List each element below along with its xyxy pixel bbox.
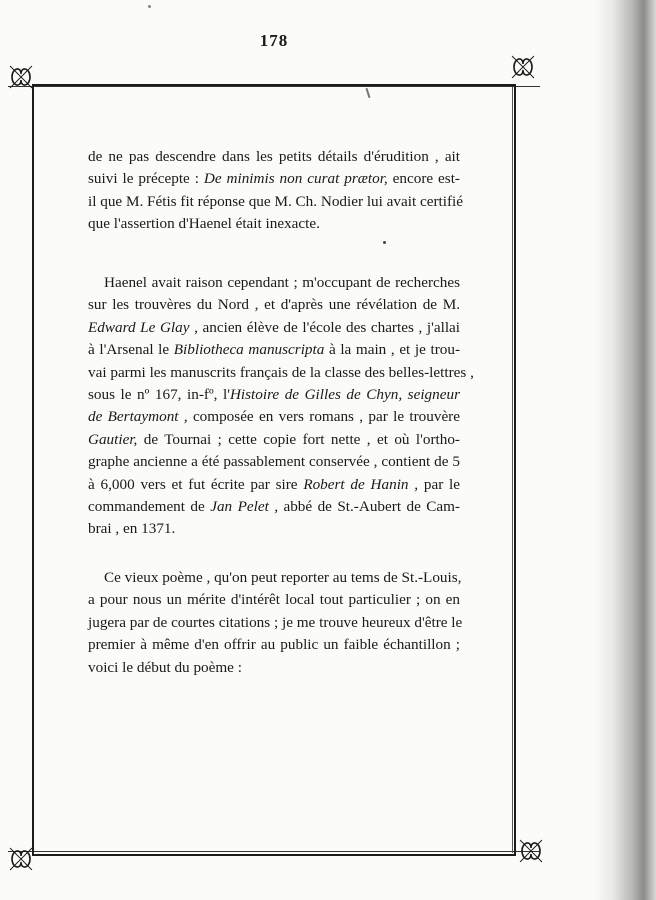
text-line: sous le nº 167, in-fº, l'Histoire de Gilles de Chyn, seigneur xyxy=(88,386,460,404)
fleuron-icon xyxy=(510,54,536,80)
text-line: de ne pas descendre dans les petits détails d'érudition , ait xyxy=(88,148,460,165)
text-line: vai parmi les manuscrits français de la classe des belles-lettres , xyxy=(88,363,474,381)
page-number: 178 xyxy=(259,31,289,50)
italic-text: Robert de Hanin , xyxy=(303,475,419,493)
paper-speck xyxy=(148,5,151,8)
text-line: jugera par de courtes citations ; je me trouve heureux d'être le xyxy=(88,613,463,631)
text-line: Ce vieux poème , qu'on peut reporter au tems de St.-Louis, xyxy=(104,569,462,586)
fleuron-icon xyxy=(518,838,544,864)
italic-text: De minimis non curat prætor, xyxy=(203,170,388,188)
text-line: sur les trouvères du Nord , et d'après une révélation de M. xyxy=(88,296,460,314)
text-line: suivi le précepte : De minimis non curat prætor, encore est- xyxy=(88,170,460,188)
italic-text: Gautier, xyxy=(88,430,138,448)
ink-dot xyxy=(383,241,386,244)
fleuron-icon xyxy=(8,64,34,90)
italic-text: Jan Pelet , xyxy=(210,498,279,516)
text-line: premier à même d'en offrir au public un faible échantillon ; xyxy=(88,636,460,654)
text-line: à 6,000 vers et fut écrite par sire Robert de Hanin , par le xyxy=(88,475,461,493)
text-line: brai , en 1371. xyxy=(88,520,176,538)
text-line: commandement de Jan Pelet , abbé de St.-Aubert de Cam- xyxy=(88,498,460,516)
text-line: Edward Le Glay , ancien élève de l'école des chartes , j'allai xyxy=(88,318,460,336)
text-line: a pour nous un mérite d'intérêt local tout particulier ; on en xyxy=(88,591,460,609)
paragraph-poeme xyxy=(88,567,463,679)
text-line: Gautier, de Tournai ; cette copie fort nette , et où l'ortho- xyxy=(88,430,460,448)
paragraph-haenel xyxy=(88,272,474,541)
paragraph-erudition xyxy=(88,146,463,236)
text-line: de Bertaymont , composée en vers romans , par le trouvère xyxy=(88,408,460,426)
italic-text: Histoire de Gilles de Chyn, seigneur xyxy=(229,386,460,404)
text-line: que l'assertion d'Haenel était inexacte. xyxy=(88,215,320,233)
italic-text: Edward Le Glay , xyxy=(88,318,198,336)
text-line: il que M. Fétis fit réponse que M. Ch. Nodier lui avait certifié xyxy=(88,192,463,210)
text-line: Haenel avait raison cependant ; m'occupant de recherches xyxy=(104,274,460,291)
italic-text: de Bertaymont , xyxy=(88,408,188,426)
italic-text: Bibliotheca manuscripta xyxy=(173,341,325,359)
text-line: voici le début du poème : xyxy=(88,658,242,676)
page-gutter-shadow xyxy=(594,0,656,900)
text-line: à l'Arsenal le Bibliotheca manuscripta à la main , et je trou- xyxy=(88,341,461,359)
text-line: graphe ancienne a été passablement conservée , contient de 5 xyxy=(88,453,460,471)
fleuron-icon xyxy=(8,846,34,872)
